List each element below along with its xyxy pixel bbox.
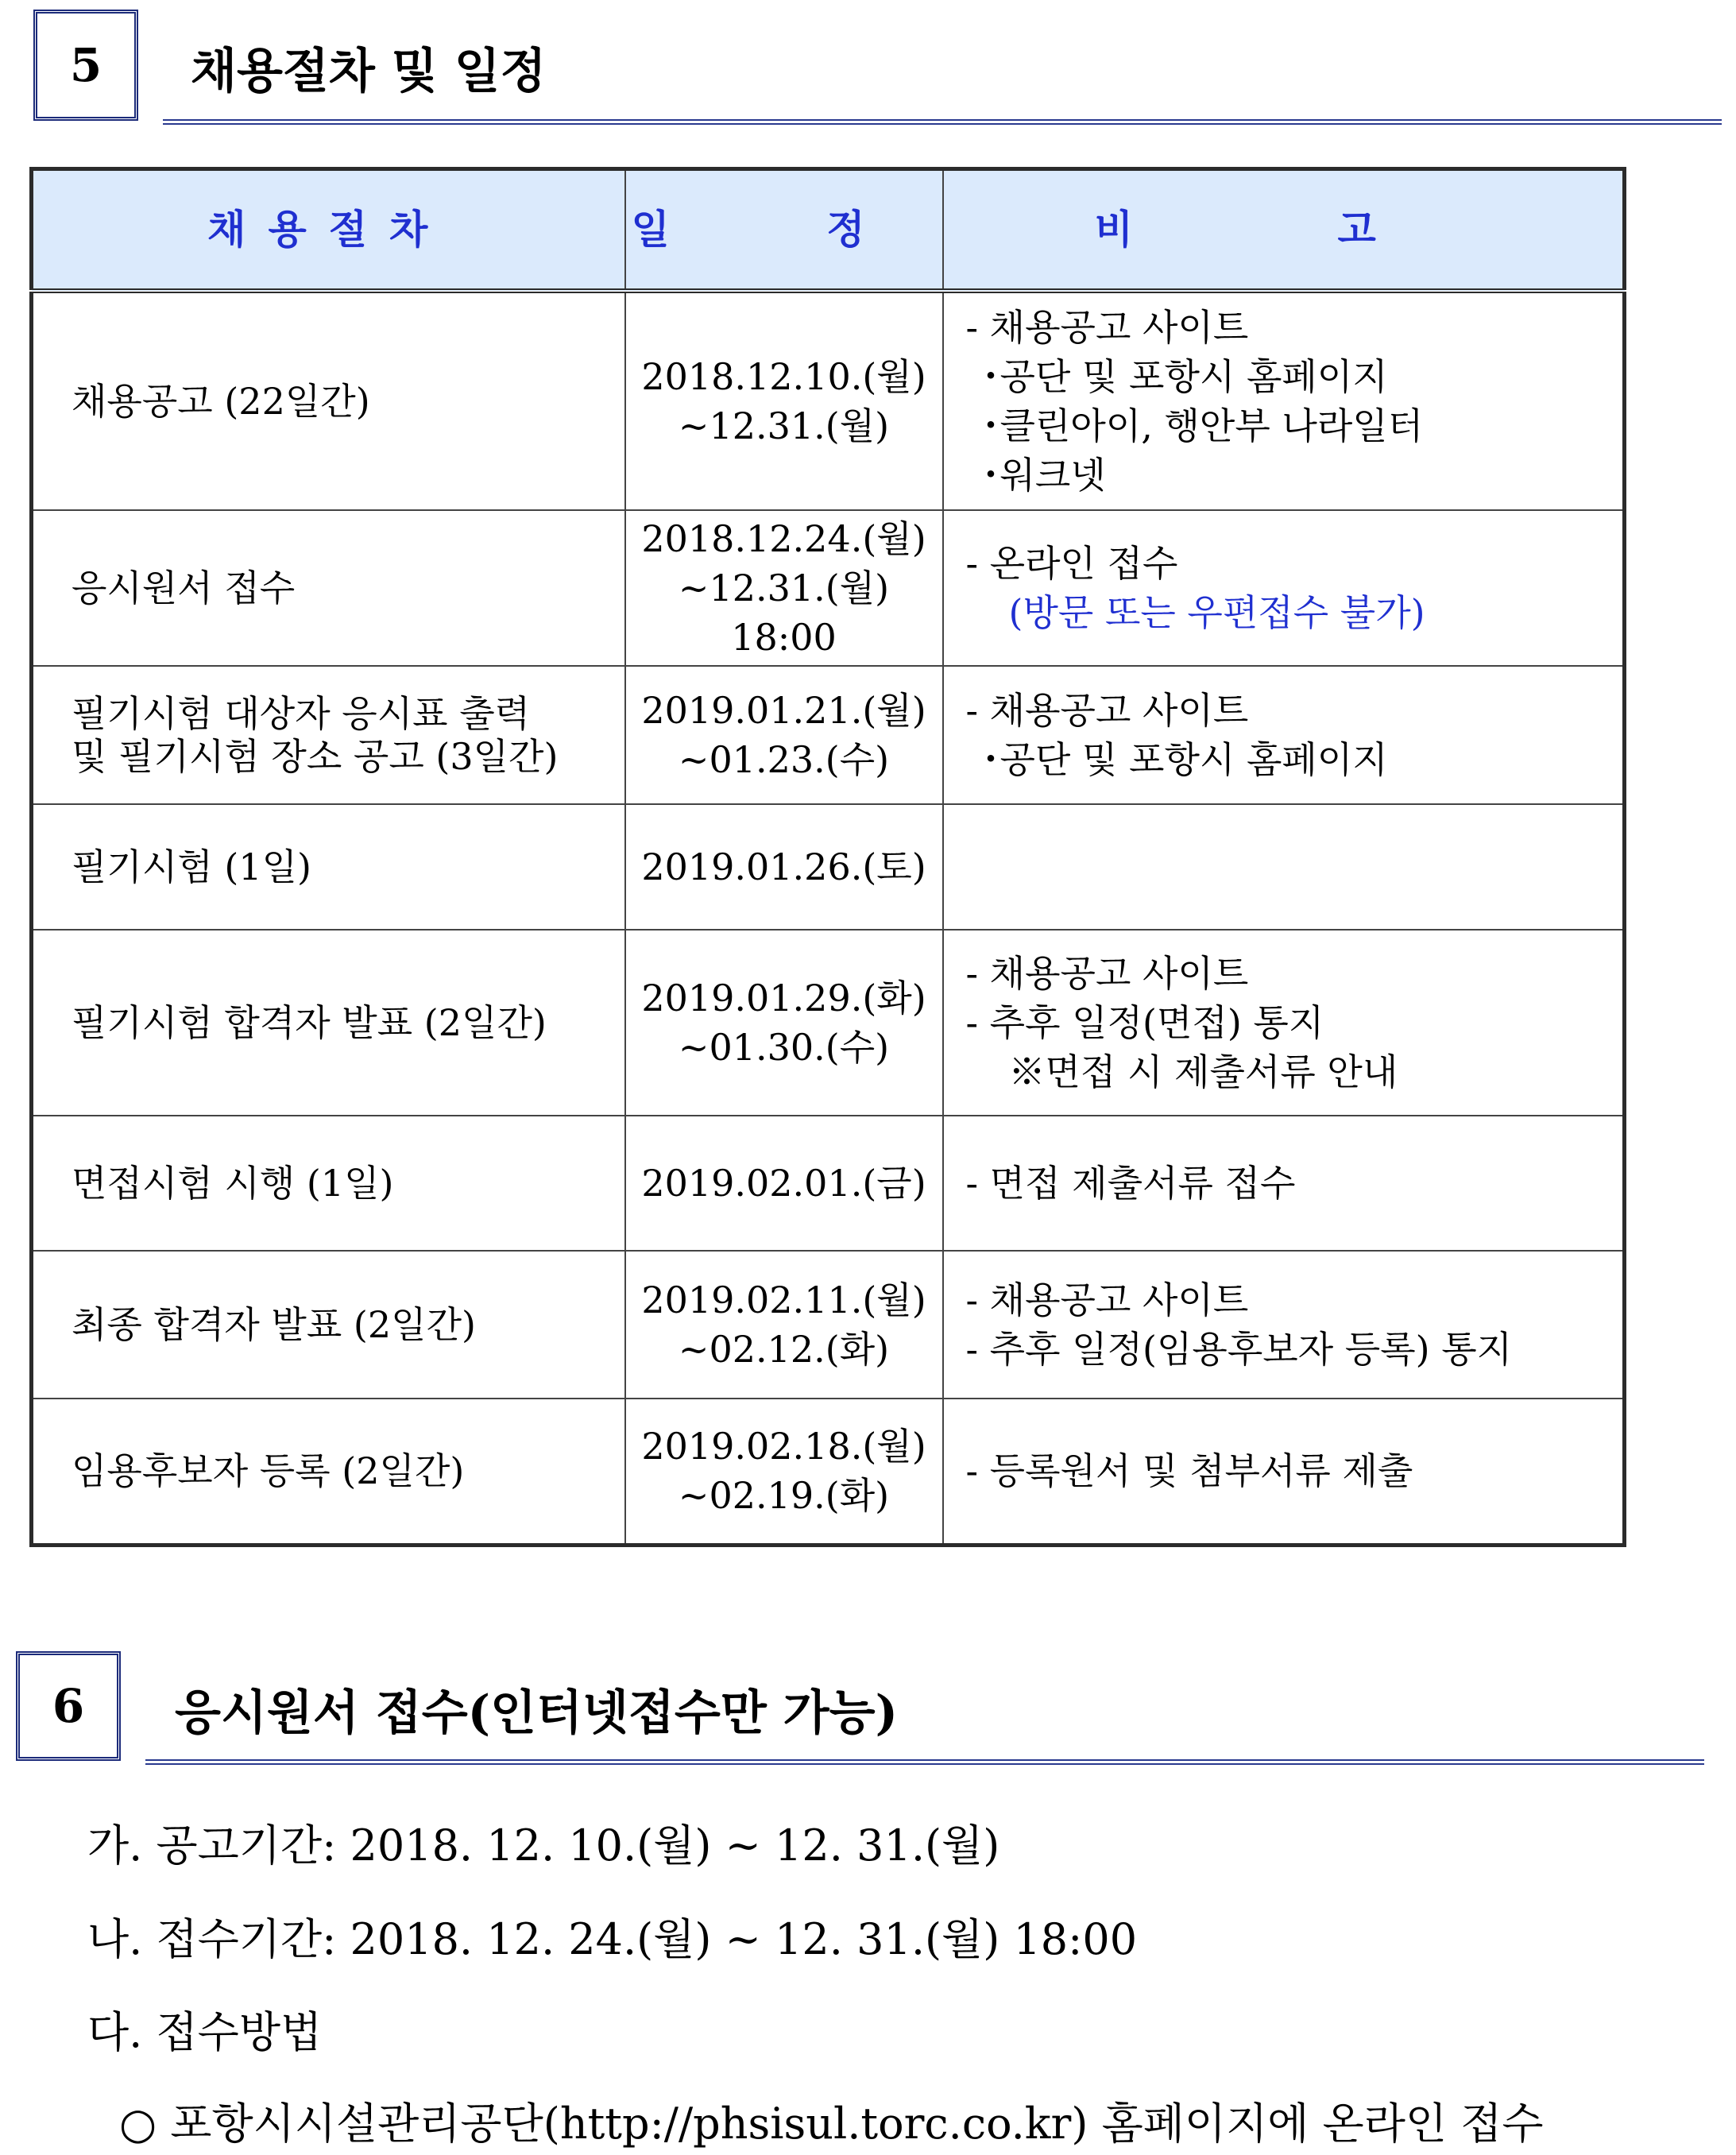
note-cell [943,804,1625,930]
table-row [32,1399,1625,1545]
schedule-table [29,167,1626,1547]
date-cell [625,291,943,510]
note-cell [943,1116,1625,1251]
table-row [32,804,1625,930]
step-cell [32,1116,625,1251]
step-text: 채용공고 (22일간) [72,380,370,423]
section-title: 응시원서 접수(인터넷접수만 가능) [175,1685,898,1741]
application-period: 나. 접수기간: 2018. 12. 24.(월) ~ 12. 31.(월) 18:00 [87,1914,1138,1964]
note-line: ･공단 및 포항시 홈페이지 [981,738,1388,781]
step-text: 최종 합격자 발표 (2일간) [72,1303,476,1346]
table-row [32,930,1625,1116]
application-method: 다. 접수방법 [87,2007,323,2057]
table-row [32,666,1625,804]
table-row [32,1116,1625,1251]
section-title: 채용절차 및 일정 [191,44,547,99]
step-cell [32,666,625,804]
date-cell [625,930,943,1116]
date-cell [625,666,943,804]
date-cell [625,1399,943,1545]
date-start: 2019.02.01.(금) [641,1162,926,1205]
date-start: 2019.01.26.(토) [641,845,926,888]
step-text: 필기시험 합격자 발표 (2일간) [72,1001,547,1044]
section-number: 6 [16,1651,121,1761]
date-end: ~02.19.(화) [678,1474,890,1518]
section-number: 5 [33,10,138,121]
note-line-highlight: (방문 또는 우편접수 불가) [1008,591,1425,634]
step-text: 임용후보자 등록 (2일간) [72,1449,465,1493]
note-line: ※면접 시 제출서류 안내 [1008,1050,1398,1093]
note-cell [943,1251,1625,1399]
note-cell [943,510,1625,666]
date-cell [625,510,943,666]
date-end: ~01.30.(수) [678,1026,890,1069]
date-end: ~12.31.(월) [678,404,890,447]
step-text: 응시원서 접수 [72,567,296,609]
date-cell [625,804,943,930]
step-text: 및 필기시험 장소 공고 (3일간) [72,735,559,778]
note-line: ･워크넷 [981,454,1106,497]
date-start: 2019.01.21.(월) [641,689,926,732]
note-line: ･공단 및 포항시 홈페이지 [981,355,1388,398]
header-step: 채용절차 [32,169,625,292]
date-end: ~02.12.(화) [678,1328,890,1371]
note-cell [943,291,1625,510]
note-cell [943,930,1625,1116]
note-line: - 채용공고 사이트 [965,689,1249,732]
note-line: ･클린아이, 행안부 나라일터 [981,404,1424,447]
note-cell [943,1399,1625,1545]
step-cell [32,1399,625,1545]
step-text: 면접시험 시행 (1일) [72,1162,394,1205]
section-underline [163,119,1722,125]
table-row [32,291,1625,510]
note-line: - 면접 제출서류 접수 [965,1162,1296,1205]
note-line: - 등록원서 및 첨부서류 제출 [965,1449,1413,1493]
note-line: - 온라인 접수 [965,542,1178,585]
header-date: 일 정 [625,169,943,292]
date-start: 2019.02.11.(월) [641,1279,926,1321]
step-cell [32,1251,625,1399]
note-line: - 채용공고 사이트 [965,306,1249,349]
date-cell [625,1116,943,1251]
section-underline [145,1759,1704,1765]
step-cell [32,510,625,666]
step-cell [32,804,625,930]
date-start: 2018.12.24.(월) [641,517,926,560]
step-text: 필기시험 (1일) [72,845,311,888]
header-note: 비 고 [943,169,1625,292]
date-start: 2019.02.18.(월) [641,1425,926,1468]
date-start: 2019.01.29.(화) [641,977,926,1019]
note-line: - 추후 일정(임용후보자 등록) 통지 [965,1328,1513,1371]
note-line: - 추후 일정(면접) 통지 [965,1001,1324,1044]
note-line: - 채용공고 사이트 [965,952,1249,995]
date-end: ~01.23.(수) [678,738,890,781]
table-header-row [32,169,1625,292]
step-cell [32,930,625,1116]
notice-period: 가. 공고기간: 2018. 12. 10.(월) ~ 12. 31.(월) [87,1820,1000,1871]
step-cell [32,291,625,510]
table-row [32,1251,1625,1399]
note-cell [943,666,1625,804]
table-row [32,510,1625,666]
note-line: - 채용공고 사이트 [965,1279,1249,1321]
step-text: 필기시험 대상자 응시표 출력 [72,692,531,735]
date-end: ~12.31.(월) 18:00 [678,567,890,659]
application-method-detail: ○ 포항시시설관리공단(http://phsisul.torc.co.kr) 홈페이지에 온라인 접수 [119,2099,1544,2149]
date-start: 2018.12.10.(월) [641,355,926,398]
date-cell [625,1251,943,1399]
